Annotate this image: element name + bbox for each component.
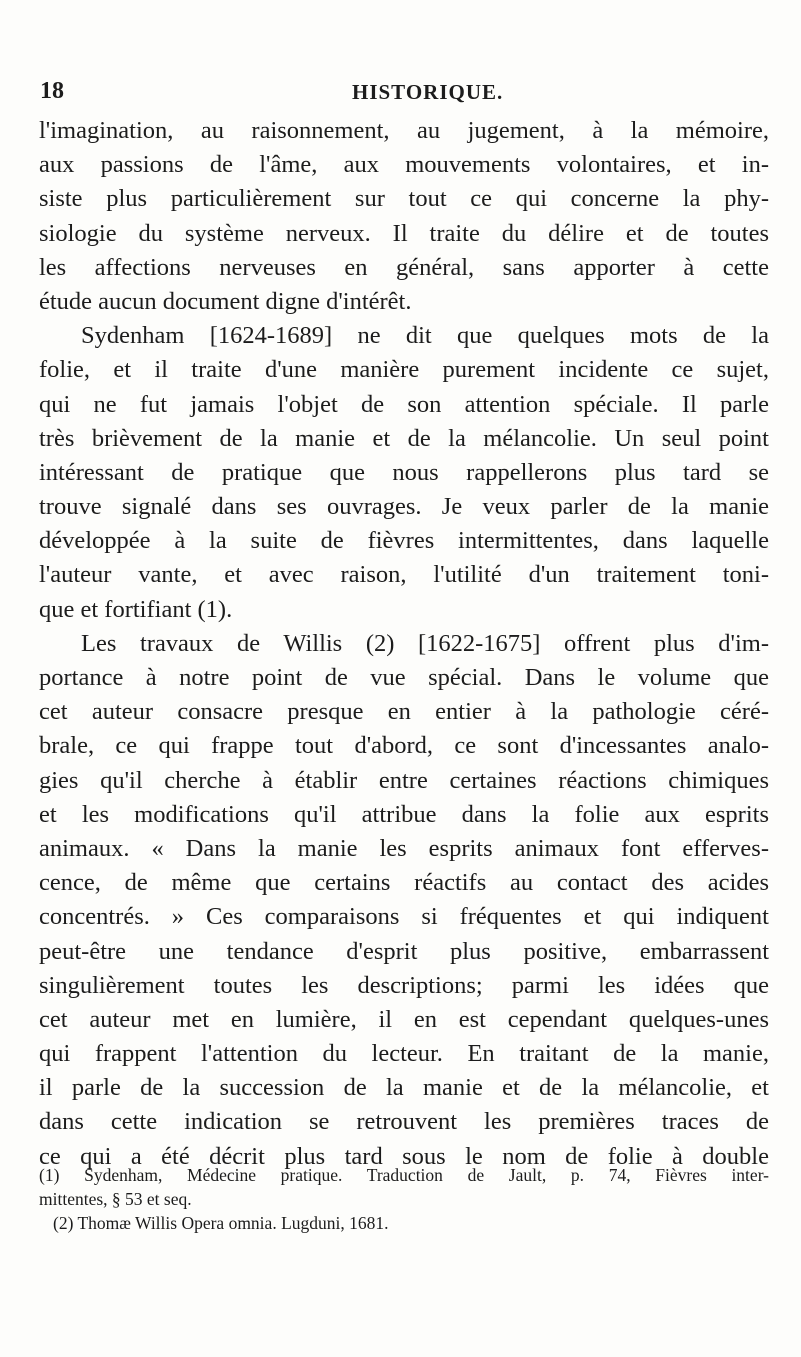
text-line: intéressant de pratique que nous rappellerons plus tard se xyxy=(39,458,769,486)
text-line: il parle de la succession de la manie et de la mélancolie, et xyxy=(39,1074,769,1102)
text-line: l'imagination, au raisonnement, au jugement, à la mémoire, xyxy=(39,117,769,144)
text-line: brale, ce qui frappe tout d'abord, ce sont d'incessantes analo- xyxy=(39,732,769,760)
running-head: HISTORIQUE. xyxy=(352,80,504,104)
text-line: siste plus particulièrement sur tout ce qui concerne la phy- xyxy=(39,185,769,213)
body-text xyxy=(39,114,769,1174)
text-line: gies qu'il cherche à établir entre certaines réactions chimiques xyxy=(39,766,769,794)
text-line: trouve signalé dans ses ouvrages. Je veux parler de la manie xyxy=(39,493,769,521)
text-line: qui frappent l'attention du lecteur. En traitant de la manie, xyxy=(39,1040,769,1068)
text-line: siologie du système nerveux. Il traite du délire et de toutes xyxy=(39,219,769,247)
text-line: peut-être une tendance d'esprit plus positive, embarrassent xyxy=(39,937,769,965)
text-line: Sydenham [1624-1689] ne dit que quelques mots de la xyxy=(81,322,769,350)
footnote-2: (2) Thomæ Willis Opera omnia. Lugduni, 1681. xyxy=(53,1213,389,1233)
text-line: dans cette indication se retrouvent les premières traces de xyxy=(39,1108,769,1136)
text-line: animaux. « Dans la manie les esprits animaux font efferves- xyxy=(39,834,769,862)
text-line: que et fortifiant (1). xyxy=(39,595,233,623)
page-header xyxy=(40,78,770,110)
footnote-1-line-2: mittentes, § 53 et seq. xyxy=(39,1189,192,1209)
text-line: concentrés. » Ces comparaisons si fréquentes et qui indiquent xyxy=(39,903,769,931)
text-line: folie, et il traite d'une manière purement incidente ce sujet, xyxy=(39,356,769,384)
text-line: étude aucun document digne d'intérêt. xyxy=(39,287,412,315)
text-line: cet auteur consacre presque en entier à la pathologie céré- xyxy=(39,698,769,726)
footnote-1-line-1: (1) Sydenham, Médecine pratique. Traduction de Jault, p. 74, Fièvres inter- xyxy=(39,1165,769,1185)
text-line: et les modifications qu'il attribue dans la folie aux esprits xyxy=(39,800,769,828)
text-line: très brièvement de la manie et de la mélancolie. Un seul point xyxy=(39,424,769,452)
page-number: 18 xyxy=(40,78,64,104)
text-line: qui ne fut jamais l'objet de son attention spéciale. Il parle xyxy=(39,390,769,418)
text-line: Les travaux de Willis (2) [1622-1675] offrent plus d'im- xyxy=(81,629,769,657)
text-line: cence, de même que certains réactifs au contact des acides xyxy=(39,869,769,897)
text-line: portance à notre point de vue spécial. Dans le volume que xyxy=(39,664,769,691)
footnotes xyxy=(39,1163,769,1235)
text-line: les affections nerveuses en général, sans apporter à cette xyxy=(39,253,769,281)
text-line: singulièrement toutes les descriptions; parmi les idées que xyxy=(39,971,769,999)
text-line: cet auteur met en lumière, il en est cependant quelques-unes xyxy=(39,1005,769,1033)
text-line: l'auteur vante, et avec raison, l'utilité d'un traitement toni- xyxy=(39,561,769,589)
text-line: ce qui a été décrit plus tard sous le nom de folie à double xyxy=(39,1142,769,1170)
text-line: développée à la suite de fièvres intermittentes, dans laquelle xyxy=(39,527,769,555)
text-line: aux passions de l'âme, aux mouvements volontaires, et in- xyxy=(39,151,769,179)
